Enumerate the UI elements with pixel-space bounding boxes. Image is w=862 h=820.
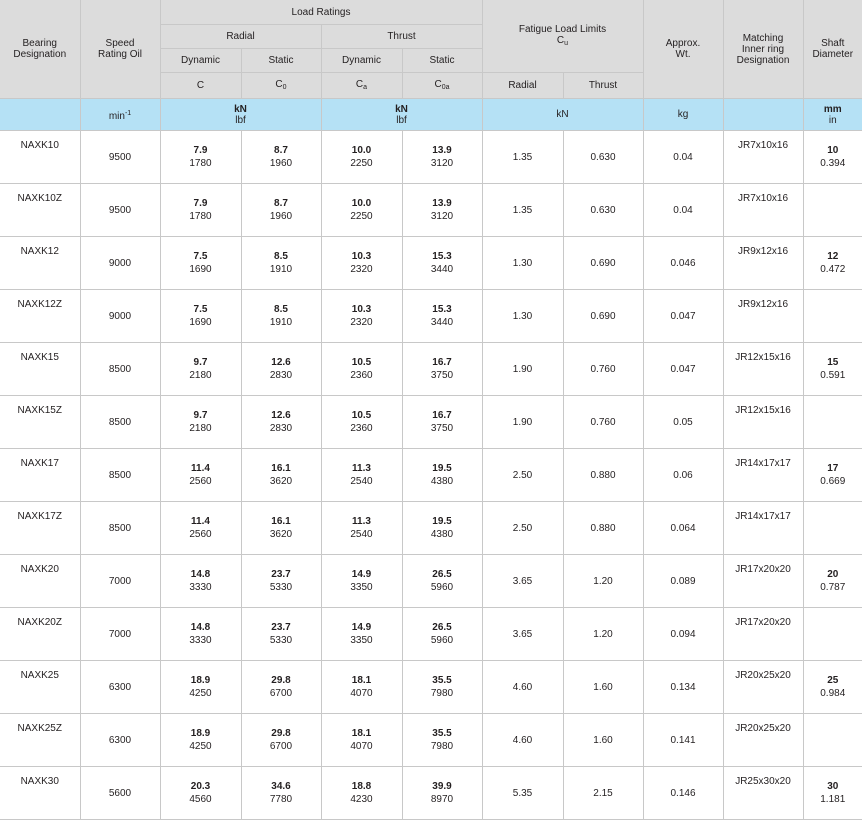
speed-cell: 9500 — [80, 184, 160, 237]
table-row — [0, 449, 862, 502]
table-row — [0, 343, 862, 396]
table-row — [0, 714, 862, 767]
radial-dynamic-header: Dynamic — [160, 49, 241, 73]
thrust-static-cell: 35.5 7980 — [402, 661, 482, 714]
speed-cell: 9500 — [80, 131, 160, 184]
fatigue-radial-cell: 1.30 — [482, 290, 563, 343]
thrust-static-cell: 13.9 3120 — [402, 184, 482, 237]
radial-dynamic-cell: 7.9 1780 — [160, 131, 241, 184]
thrust-dynamic-cell: 14.9 3350 — [321, 608, 402, 661]
weight-cell: 0.047 — [643, 290, 723, 343]
speed-cell: 7000 — [80, 555, 160, 608]
fatigue-radial-cell: 4.60 — [482, 714, 563, 767]
fatigue-thrust-cell: 0.760 — [563, 396, 643, 449]
radial-dynamic-cell: 7.5 1690 — [160, 290, 241, 343]
shaft-diameter-cell — [803, 714, 862, 767]
fatigue-thrust-cell: 0.630 — [563, 131, 643, 184]
fatigue-radial-cell: 1.90 — [482, 396, 563, 449]
shaft-diameter-cell — [803, 396, 862, 449]
fatigue-radial-cell: 5.35 — [482, 767, 563, 820]
table-row — [0, 502, 862, 555]
speed-cell: 6300 — [80, 661, 160, 714]
thrust-dynamic-cell: 18.1 4070 — [321, 714, 402, 767]
thrust-static-cell: 16.7 3750 — [402, 396, 482, 449]
table-row — [0, 290, 862, 343]
designation-cell: NAXK10Z — [0, 184, 80, 237]
shaft-diameter-cell: 12 0.472 — [803, 237, 862, 290]
units-thrust-cell: kN lbf — [321, 99, 482, 131]
thrust-static-cell: 15.3 3440 — [402, 290, 482, 343]
fatigue-thrust-cell: 1.20 — [563, 608, 643, 661]
units-shaft-cell: mm in — [803, 99, 862, 131]
fatigue-thrust-cell: 1.60 — [563, 714, 643, 767]
radial-dynamic-cell: 18.9 4250 — [160, 714, 241, 767]
speed-cell: 8500 — [80, 449, 160, 502]
thrust-dynamic-cell: 10.0 2250 — [321, 184, 402, 237]
inner-ring-cell: JR14x17x17 — [723, 502, 803, 555]
shaft-diameter-cell: 20 0.787 — [803, 555, 862, 608]
fatigue-thrust-cell: 1.60 — [563, 661, 643, 714]
fatigue-thrust-cell: 0.760 — [563, 343, 643, 396]
weight-cell: 0.06 — [643, 449, 723, 502]
radial-static-cell: 12.6 2830 — [241, 396, 321, 449]
designation-cell: NAXK12Z — [0, 290, 80, 343]
thrust-dynamic-cell: 10.3 2320 — [321, 290, 402, 343]
radial-dynamic-cell: 7.5 1690 — [160, 237, 241, 290]
radial-dynamic-cell: 11.4 2560 — [160, 502, 241, 555]
fatigue-radial-cell: 3.65 — [482, 608, 563, 661]
units-designation-cell — [0, 99, 80, 131]
thrust-static-cell: 19.5 4380 — [402, 502, 482, 555]
fatigue-load-limits-header: Fatigue Load Limits $C_u$ — [482, 0, 643, 73]
designation-cell: NAXK15Z — [0, 396, 80, 449]
speed-cell: 8500 — [80, 502, 160, 555]
approx-weight-header: Approx. Wt. — [643, 0, 723, 99]
speed-cell: 6300 — [80, 714, 160, 767]
radial-static-cell: 8.5 1910 — [241, 290, 321, 343]
fatigue-thrust-cell: 0.880 — [563, 502, 643, 555]
shaft-diameter-header: Shaft Diameter — [803, 0, 862, 99]
weight-cell: 0.141 — [643, 714, 723, 767]
thrust-dynamic-cell: 10.0 2250 — [321, 131, 402, 184]
shaft-diameter-cell: 25 0.984 — [803, 661, 862, 714]
units-matching-cell — [723, 99, 803, 131]
inner-ring-cell: JR9x12x16 — [723, 290, 803, 343]
inner-ring-cell: JR7x10x16 — [723, 131, 803, 184]
radial-header: Radial — [160, 25, 321, 49]
fatigue-radial-cell: 4.60 — [482, 661, 563, 714]
thrust-dynamic-cell: 14.9 3350 — [321, 555, 402, 608]
thrust-header: Thrust — [321, 25, 482, 49]
shaft-diameter-cell: 10 0.394 — [803, 131, 862, 184]
inner-ring-cell: JR20x25x20 — [723, 661, 803, 714]
inner-ring-cell: JR20x25x20 — [723, 714, 803, 767]
thrust-static-cell: 13.9 3120 — [402, 131, 482, 184]
radial-static-cell: 34.6 7780 — [241, 767, 321, 820]
speed-cell: 5600 — [80, 767, 160, 820]
weight-cell: 0.047 — [643, 343, 723, 396]
weight-cell: 0.134 — [643, 661, 723, 714]
weight-cell: 0.146 — [643, 767, 723, 820]
inner-ring-cell: JR25x30x20 — [723, 767, 803, 820]
designation-cell: NAXK30 — [0, 767, 80, 820]
radial-static-cell: 8.7 1960 — [241, 184, 321, 237]
radial-dynamic-cell: 11.4 2560 — [160, 449, 241, 502]
designation-cell: NAXK15 — [0, 343, 80, 396]
speed-cell: 9000 — [80, 237, 160, 290]
inner-ring-cell: JR12x15x16 — [723, 343, 803, 396]
thrust-dynamic-cell: 11.3 2540 — [321, 449, 402, 502]
matching-inner-ring-header: Matching Inner ring Designation — [723, 0, 803, 99]
fatigue-radial-cell: 2.50 — [482, 502, 563, 555]
weight-cell: 0.064 — [643, 502, 723, 555]
inner-ring-cell: JR17x20x20 — [723, 608, 803, 661]
fatigue-radial-cell: 2.50 — [482, 449, 563, 502]
weight-cell: 0.094 — [643, 608, 723, 661]
speed-cell: 8500 — [80, 343, 160, 396]
fatigue-radial-cell: 1.35 — [482, 131, 563, 184]
col-ca-header: $C_a$ — [321, 73, 402, 99]
inner-ring-cell: JR14x17x17 — [723, 449, 803, 502]
thrust-static-cell: 26.5 5960 — [402, 608, 482, 661]
shaft-diameter-cell: 30 1.181 — [803, 767, 862, 820]
radial-dynamic-cell: 14.8 3330 — [160, 555, 241, 608]
thrust-static-cell: 35.5 7980 — [402, 714, 482, 767]
table-row — [0, 237, 862, 290]
thrust-static-cell: 16.7 3750 — [402, 343, 482, 396]
shaft-diameter-cell — [803, 184, 862, 237]
table-row — [0, 767, 862, 820]
speed-cell: 9000 — [80, 290, 160, 343]
radial-static-cell: 23.7 5330 — [241, 608, 321, 661]
speed-cell: 7000 — [80, 608, 160, 661]
radial-dynamic-cell: 20.3 4560 — [160, 767, 241, 820]
thrust-static-cell: 15.3 3440 — [402, 237, 482, 290]
weight-cell: 0.089 — [643, 555, 723, 608]
table-row — [0, 184, 862, 237]
designation-cell: NAXK10 — [0, 131, 80, 184]
designation-cell: NAXK12 — [0, 237, 80, 290]
shaft-diameter-cell: 15 0.591 — [803, 343, 862, 396]
fatigue-radial-cell: 1.90 — [482, 343, 563, 396]
designation-cell: NAXK25Z — [0, 714, 80, 767]
fatigue-thrust-cell: 0.880 — [563, 449, 643, 502]
speed-rating-header: Speed Rating Oil — [80, 0, 160, 99]
table-row — [0, 661, 862, 714]
designation-cell: NAXK17 — [0, 449, 80, 502]
table-row — [0, 396, 862, 449]
weight-cell: 0.046 — [643, 237, 723, 290]
shaft-diameter-cell — [803, 290, 862, 343]
col-c0-header: $C_0$ — [241, 73, 321, 99]
fatigue-radial-cell: 1.30 — [482, 237, 563, 290]
radial-dynamic-cell: 9.7 2180 — [160, 396, 241, 449]
weight-cell: 0.05 — [643, 396, 723, 449]
table-header — [0, 0, 862, 131]
shaft-diameter-cell — [803, 502, 862, 555]
fatigue-thrust-cell: 0.690 — [563, 237, 643, 290]
designation-cell: NAXK17Z — [0, 502, 80, 555]
inner-ring-cell: JR17x20x20 — [723, 555, 803, 608]
table-row — [0, 555, 862, 608]
thrust-dynamic-cell: 10.5 2360 — [321, 396, 402, 449]
weight-cell: 0.04 — [643, 131, 723, 184]
inner-ring-cell: JR12x15x16 — [723, 396, 803, 449]
units-row — [0, 99, 862, 131]
units-radial-cell: kN lbf — [160, 99, 321, 131]
thrust-dynamic-cell: 10.5 2360 — [321, 343, 402, 396]
bearing-designation-header: Bearing Designation — [0, 0, 80, 99]
radial-dynamic-cell: 14.8 3330 — [160, 608, 241, 661]
load-ratings-header: Load Ratings — [160, 0, 482, 25]
inner-ring-cell: JR7x10x16 — [723, 184, 803, 237]
fatigue-thrust-cell: 0.630 — [563, 184, 643, 237]
fatigue-thrust-cell: 0.690 — [563, 290, 643, 343]
shaft-diameter-cell — [803, 608, 862, 661]
thrust-static-cell: 39.9 8970 — [402, 767, 482, 820]
weight-cell: 0.04 — [643, 184, 723, 237]
radial-static-cell: 16.1 3620 — [241, 449, 321, 502]
radial-static-header: Static — [241, 49, 321, 73]
thrust-dynamic-header: Dynamic — [321, 49, 402, 73]
table-row — [0, 131, 862, 184]
fatigue-radial-header: Radial — [482, 73, 563, 99]
radial-static-cell: 16.1 3620 — [241, 502, 321, 555]
radial-static-cell: 8.7 1960 — [241, 131, 321, 184]
radial-dynamic-cell: 7.9 1780 — [160, 184, 241, 237]
radial-dynamic-cell: 18.9 4250 — [160, 661, 241, 714]
fatigue-radial-cell: 3.65 — [482, 555, 563, 608]
units-fatigue-cell: kN — [482, 99, 643, 131]
col-c0a-header: $C_{0a}$ — [402, 73, 482, 99]
radial-dynamic-cell: 9.7 2180 — [160, 343, 241, 396]
radial-static-cell: 12.6 2830 — [241, 343, 321, 396]
radial-static-cell: 29.8 6700 — [241, 661, 321, 714]
thrust-dynamic-cell: 11.3 2540 — [321, 502, 402, 555]
radial-static-cell: 23.7 5330 — [241, 555, 321, 608]
designation-cell: NAXK20Z — [0, 608, 80, 661]
fatigue-thrust-header: Thrust — [563, 73, 643, 99]
table-row — [0, 608, 862, 661]
thrust-static-cell: 19.5 4380 — [402, 449, 482, 502]
units-speed-cell: $\min^{-1}$ — [80, 99, 160, 131]
inner-ring-cell: JR9x12x16 — [723, 237, 803, 290]
thrust-static-cell: 26.5 5960 — [402, 555, 482, 608]
thrust-static-header: Static — [402, 49, 482, 73]
radial-static-cell: 8.5 1910 — [241, 237, 321, 290]
thrust-dynamic-cell: 10.3 2320 — [321, 237, 402, 290]
thrust-dynamic-cell: 18.1 4070 — [321, 661, 402, 714]
designation-cell: NAXK25 — [0, 661, 80, 714]
col-c-header: C — [160, 73, 241, 99]
fatigue-radial-cell: 1.35 — [482, 184, 563, 237]
fatigue-thrust-cell: 1.20 — [563, 555, 643, 608]
radial-static-cell: 29.8 6700 — [241, 714, 321, 767]
table-body — [0, 131, 862, 820]
thrust-dynamic-cell: 18.8 4230 — [321, 767, 402, 820]
units-weight-cell: kg — [643, 99, 723, 131]
speed-cell: 8500 — [80, 396, 160, 449]
fatigue-thrust-cell: 2.15 — [563, 767, 643, 820]
shaft-diameter-cell: 17 0.669 — [803, 449, 862, 502]
designation-cell: NAXK20 — [0, 555, 80, 608]
